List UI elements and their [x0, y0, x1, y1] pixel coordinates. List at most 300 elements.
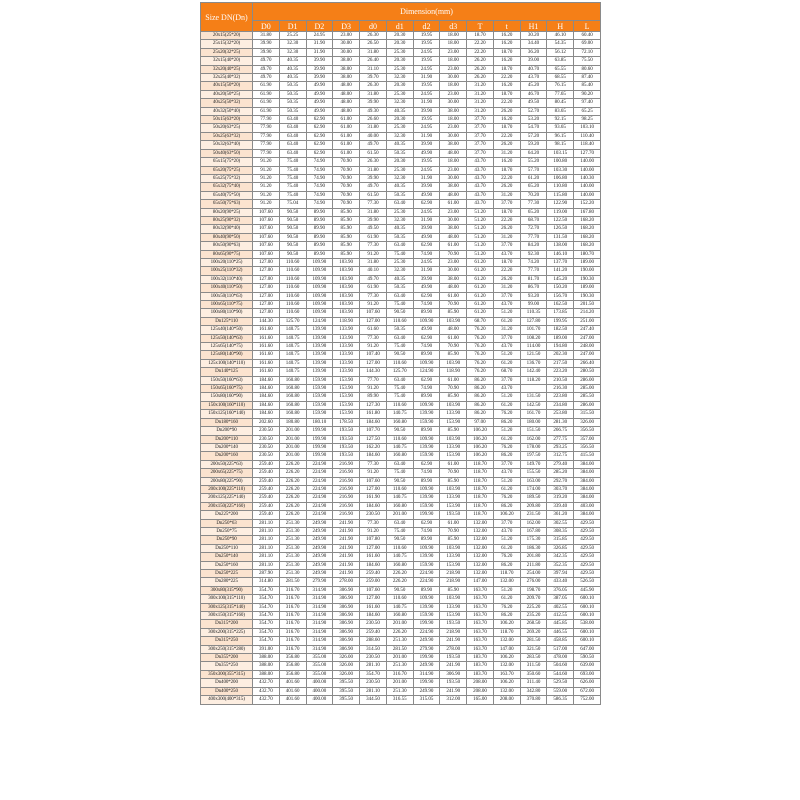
value-cell: 16.20: [493, 32, 520, 40]
value-cell: 247.00: [574, 351, 601, 359]
value-cell: 51.20: [493, 393, 520, 401]
value-cell: 590.50: [574, 654, 601, 662]
value-cell: 202.30: [547, 351, 574, 359]
value-cell: 278.00: [333, 578, 360, 586]
value-cell: 230.50: [253, 452, 280, 460]
value-cell: 100.80: [547, 158, 574, 166]
value-cell: 281.50: [279, 578, 306, 586]
value-cell: 103.90: [333, 275, 360, 283]
value-cell: 180.70: [574, 250, 601, 258]
value-cell: 433.40: [547, 578, 574, 586]
value-cell: 50.35: [279, 99, 306, 107]
value-cell: 559.00: [547, 687, 574, 695]
value-cell: 99.00: [520, 301, 547, 309]
value-cell: 51.20: [493, 427, 520, 435]
value-cell: 31.20: [467, 90, 494, 98]
value-cell: 281.10: [253, 561, 280, 569]
value-cell: 16.20: [493, 82, 520, 90]
value-cell: 89.90: [413, 586, 440, 594]
value-cell: 106.20: [493, 679, 520, 687]
size-cell: 150x50(160*63): [201, 376, 253, 384]
value-cell: 26.20: [493, 183, 520, 191]
value-cell: 139.90: [413, 443, 440, 451]
value-cell: 160.80: [279, 376, 306, 384]
value-cell: 92.30: [520, 250, 547, 258]
value-cell: 146.10: [547, 250, 574, 258]
value-cell: 61.00: [333, 132, 360, 140]
value-cell: 160.80: [279, 393, 306, 401]
value-cell: 76.20: [467, 326, 494, 334]
value-cell: 159.90: [413, 452, 440, 460]
value-cell: 161.60: [253, 368, 280, 376]
value-cell: 31.20: [493, 233, 520, 241]
value-cell: 89.90: [413, 536, 440, 544]
size-cell: Dn250*63: [201, 519, 253, 527]
table-row: [201, 65, 601, 73]
value-cell: 40.35: [386, 183, 413, 191]
value-cell: 211.80: [520, 561, 547, 569]
value-cell: 107.60: [360, 586, 387, 594]
table-header-row-group: [201, 3, 601, 21]
value-cell: 141.20: [547, 267, 574, 275]
table-row: [201, 200, 601, 208]
table-row: [201, 435, 601, 443]
value-cell: 259.40: [360, 628, 387, 636]
value-cell: 49.70: [360, 275, 387, 283]
value-cell: 18.00: [440, 40, 467, 48]
value-cell: 51.20: [467, 208, 494, 216]
value-cell: 249.90: [306, 519, 333, 527]
value-cell: 110.60: [279, 258, 306, 266]
value-cell: 118.90: [440, 368, 467, 376]
value-cell: 259.40: [253, 511, 280, 519]
value-cell: 51.20: [493, 351, 520, 359]
value-cell: 31.10: [360, 65, 387, 73]
value-cell: 26.30: [360, 158, 387, 166]
table-row: [201, 267, 601, 275]
value-cell: 314.90: [306, 637, 333, 645]
table-row: [201, 544, 601, 552]
value-cell: 109.90: [306, 301, 333, 309]
value-cell: 90.50: [386, 427, 413, 435]
value-cell: 251.30: [279, 544, 306, 552]
value-cell: 138.00: [547, 242, 574, 250]
value-cell: 48.00: [333, 82, 360, 90]
value-cell: 180.00: [520, 418, 547, 426]
value-cell: 127.00: [253, 309, 280, 317]
value-cell: 144.30: [360, 368, 387, 376]
value-cell: 70.90: [333, 183, 360, 191]
value-cell: 26.20: [493, 141, 520, 149]
value-cell: 190.30: [574, 292, 601, 300]
size-cell: 125x100(140*110): [201, 359, 253, 367]
table-row: [201, 208, 601, 216]
value-cell: 352.35: [547, 561, 574, 569]
value-cell: 118.70: [467, 485, 494, 493]
size-cell: 150x100(160*110): [201, 401, 253, 409]
value-cell: 251.30: [279, 536, 306, 544]
value-cell: 306.90: [333, 586, 360, 594]
value-cell: 37.70: [467, 124, 494, 132]
table-row: [201, 174, 601, 182]
value-cell: 51.20: [467, 225, 494, 233]
table-row: [201, 485, 601, 493]
value-cell: 61.20: [467, 301, 494, 309]
value-cell: 40.35: [386, 225, 413, 233]
value-cell: 110.60: [386, 435, 413, 443]
value-cell: 201.00: [279, 427, 306, 435]
value-cell: 127.00: [253, 275, 280, 283]
table-row: [201, 343, 601, 351]
value-cell: 133.90: [333, 334, 360, 342]
value-cell: 70.90: [333, 200, 360, 208]
value-cell: 356.80: [279, 670, 306, 678]
value-cell: 56.12: [547, 48, 574, 56]
value-cell: 31.20: [493, 149, 520, 157]
value-cell: 137.70: [547, 258, 574, 266]
size-cell: 80x20(90*25): [201, 208, 253, 216]
table-row: [201, 536, 601, 544]
value-cell: 109.90: [306, 275, 333, 283]
column-header-d2: D2: [306, 21, 333, 32]
value-cell: 62.90: [306, 132, 333, 140]
value-cell: 201.00: [279, 452, 306, 460]
value-cell: 445.90: [574, 586, 601, 594]
value-cell: 201.50: [574, 301, 601, 309]
value-cell: 342.80: [520, 687, 547, 695]
value-cell: 89.90: [306, 250, 333, 258]
value-cell: 225.20: [520, 603, 547, 611]
value-cell: 458.85: [547, 637, 574, 645]
value-cell: 84.20: [520, 242, 547, 250]
value-cell: 314.90: [306, 586, 333, 594]
value-cell: 226.20: [279, 477, 306, 485]
value-cell: 22.20: [493, 216, 520, 224]
value-cell: 90.50: [386, 309, 413, 317]
value-cell: 201.00: [279, 443, 306, 451]
value-cell: 355.00: [306, 662, 333, 670]
value-cell: 306.90: [333, 645, 360, 653]
value-cell: 161.60: [253, 343, 280, 351]
value-cell: 89.90: [413, 351, 440, 359]
value-cell: 110.60: [386, 317, 413, 325]
value-cell: 429.50: [574, 544, 601, 552]
value-cell: 110.60: [386, 485, 413, 493]
table-row: [201, 494, 601, 502]
value-cell: 127.00: [360, 595, 387, 603]
value-cell: 144.30: [253, 317, 280, 325]
value-cell: 38.00: [440, 183, 467, 191]
value-cell: 25.30: [386, 208, 413, 216]
value-cell: 131.50: [547, 233, 574, 241]
value-cell: 106.20: [467, 435, 494, 443]
value-cell: 77.90: [253, 149, 280, 157]
value-cell: 384.00: [574, 460, 601, 468]
value-cell: 230.50: [360, 620, 387, 628]
value-cell: 140.75: [386, 410, 413, 418]
value-cell: 283.50: [520, 654, 547, 662]
value-cell: 37.70: [493, 519, 520, 527]
value-cell: 37.70: [467, 116, 494, 124]
value-cell: 39.70: [360, 74, 387, 82]
size-cell: 125x50(140*63): [201, 334, 253, 342]
value-cell: 90.50: [386, 536, 413, 544]
value-cell: 529.50: [547, 679, 574, 687]
value-cell: 70.90: [333, 166, 360, 174]
value-cell: 281.10: [360, 662, 387, 670]
value-cell: 281.10: [253, 519, 280, 527]
value-cell: 251.30: [386, 662, 413, 670]
value-cell: 189.00: [574, 284, 601, 292]
value-cell: 70.90: [333, 174, 360, 182]
value-cell: 165.00: [467, 696, 494, 704]
value-cell: 189.00: [574, 258, 601, 266]
value-cell: 85.90: [333, 250, 360, 258]
value-cell: 38.00: [440, 225, 467, 233]
value-cell: 89.90: [360, 393, 387, 401]
size-cell: 100x80(110*90): [201, 309, 253, 317]
table-row: [201, 149, 601, 157]
value-cell: 276.00: [520, 578, 547, 586]
value-cell: 216.90: [333, 469, 360, 477]
table-row: [201, 578, 601, 586]
value-cell: 162.00: [520, 519, 547, 527]
value-cell: 251.30: [386, 637, 413, 645]
value-cell: 356.50: [574, 427, 601, 435]
column-header-h1: H1: [520, 21, 547, 32]
value-cell: 199.90: [413, 511, 440, 519]
value-cell: 110.60: [279, 292, 306, 300]
value-cell: 74.20: [520, 258, 547, 266]
value-cell: 160.80: [279, 385, 306, 393]
value-cell: 133.90: [440, 553, 467, 561]
value-cell: 153.90: [333, 376, 360, 384]
value-cell: 316.70: [279, 637, 306, 645]
value-cell: 161.60: [253, 359, 280, 367]
size-cell: 40x25(50*32): [201, 99, 253, 107]
value-cell: 356.80: [279, 662, 306, 670]
value-cell: 76.20: [493, 494, 520, 502]
value-cell: 39.90: [253, 48, 280, 56]
value-cell: 159.90: [413, 502, 440, 510]
value-cell: 281.30: [547, 418, 574, 426]
value-cell: 153.90: [440, 418, 467, 426]
table-row: [201, 401, 601, 409]
value-cell: 647.00: [574, 645, 601, 653]
value-cell: 308.35: [547, 527, 574, 535]
value-cell: 142.40: [520, 368, 547, 376]
value-cell: 201.00: [386, 511, 413, 519]
value-cell: 31.80: [360, 258, 387, 266]
size-cell: 200x125(225*140): [201, 494, 253, 502]
size-cell: Dn400*250: [201, 687, 253, 695]
value-cell: 106.20: [493, 654, 520, 662]
table-row: [201, 670, 601, 678]
value-cell: 76.20: [467, 334, 494, 342]
value-cell: 199.90: [306, 452, 333, 460]
value-cell: 49.90: [413, 233, 440, 241]
value-cell: 49.50: [360, 225, 387, 233]
value-cell: 16.20: [493, 57, 520, 65]
value-cell: 61.20: [493, 317, 520, 325]
table-row: [201, 250, 601, 258]
value-cell: 517.00: [547, 645, 574, 653]
value-cell: 314.80: [253, 578, 280, 586]
value-cell: 70.20: [520, 191, 547, 199]
value-cell: 63.40: [279, 116, 306, 124]
value-cell: 90.20: [574, 90, 601, 98]
value-cell: 224.90: [306, 460, 333, 468]
value-cell: 37.70: [467, 149, 494, 157]
value-cell: 118.90: [333, 317, 360, 325]
value-cell: 384.00: [574, 469, 601, 477]
value-cell: 127.00: [253, 267, 280, 275]
value-cell: 30.00: [440, 174, 467, 182]
value-cell: 50.35: [386, 326, 413, 334]
size-cell: 300x150(315*160): [201, 612, 253, 620]
value-cell: 32.30: [386, 74, 413, 82]
table-row: [201, 326, 601, 334]
table-row: [201, 679, 601, 687]
value-cell: 132.00: [467, 544, 494, 552]
value-cell: 342.35: [547, 553, 574, 561]
value-cell: 24.95: [413, 166, 440, 174]
value-cell: 110.60: [279, 284, 306, 292]
value-cell: 281.10: [253, 527, 280, 535]
value-cell: 326.00: [333, 662, 360, 670]
column-header-d1: d1: [386, 21, 413, 32]
value-cell: 266.40: [574, 359, 601, 367]
value-cell: 216.90: [333, 502, 360, 510]
value-cell: 85.90: [440, 309, 467, 317]
value-cell: 62.90: [306, 124, 333, 132]
value-cell: 361.20: [547, 511, 574, 519]
value-cell: 61.20: [467, 267, 494, 275]
value-cell: 125.70: [279, 317, 306, 325]
value-cell: 241.90: [333, 536, 360, 544]
value-cell: 216.90: [333, 485, 360, 493]
value-cell: 288.60: [360, 637, 387, 645]
value-cell: 34.40: [520, 40, 547, 48]
value-cell: 72.70: [520, 225, 547, 233]
value-cell: 121.50: [520, 351, 547, 359]
value-cell: 224.90: [413, 578, 440, 586]
value-cell: 19.95: [413, 40, 440, 48]
value-cell: 110.60: [279, 301, 306, 309]
size-cell: 65x20(75*25): [201, 166, 253, 174]
value-cell: 61.20: [493, 595, 520, 603]
value-cell: 306.90: [333, 612, 360, 620]
value-cell: 161.60: [360, 553, 387, 561]
table-row: [201, 334, 601, 342]
value-cell: 53.20: [520, 116, 547, 124]
value-cell: 32.30: [386, 174, 413, 182]
value-cell: 107.60: [360, 309, 387, 317]
value-cell: 115.80: [547, 191, 574, 199]
value-cell: 249.90: [306, 553, 333, 561]
value-cell: 167.80: [520, 527, 547, 535]
value-cell: 139.90: [413, 603, 440, 611]
value-cell: 314.90: [413, 670, 440, 678]
value-cell: 354.70: [253, 628, 280, 636]
size-cell: Dn250*75: [201, 527, 253, 535]
value-cell: 70.90: [440, 527, 467, 535]
value-cell: 70.90: [440, 469, 467, 477]
value-cell: 109.90: [413, 435, 440, 443]
value-cell: 133.90: [440, 410, 467, 418]
value-cell: 90.50: [279, 250, 306, 258]
value-cell: 429.50: [574, 570, 601, 578]
value-cell: 251.30: [279, 519, 306, 527]
value-cell: 249.90: [306, 527, 333, 535]
value-cell: 40.35: [279, 65, 306, 73]
value-cell: 75.40: [279, 183, 306, 191]
value-cell: 127.00: [253, 301, 280, 309]
value-cell: 127.70: [574, 149, 601, 157]
value-cell: 217.50: [547, 359, 574, 367]
value-cell: 401.60: [279, 687, 306, 695]
value-cell: 145.20: [547, 275, 574, 283]
value-cell: 25.30: [386, 90, 413, 98]
value-cell: 16.20: [493, 40, 520, 48]
value-cell: 89.90: [306, 216, 333, 224]
value-cell: 400.00: [306, 696, 333, 704]
value-cell: 139.90: [306, 368, 333, 376]
value-cell: 74.90: [413, 527, 440, 535]
value-cell: 306.90: [440, 670, 467, 678]
value-cell: 50.35: [279, 90, 306, 98]
value-cell: 103.90: [333, 258, 360, 266]
value-cell: 194.80: [547, 343, 574, 351]
value-cell: 89.90: [413, 477, 440, 485]
value-cell: 201.00: [386, 620, 413, 628]
value-cell: 61.00: [333, 116, 360, 124]
value-cell: 429.50: [574, 536, 601, 544]
value-cell: 72.10: [574, 48, 601, 56]
size-cell: 100x65(110*75): [201, 301, 253, 309]
value-cell: 38.00: [440, 141, 467, 149]
value-cell: 259.40: [253, 494, 280, 502]
value-cell: 241.90: [333, 553, 360, 561]
value-cell: 23.00: [440, 90, 467, 98]
value-cell: 30.00: [440, 99, 467, 107]
size-cell: 125x80(140*90): [201, 351, 253, 359]
value-cell: 160.80: [386, 561, 413, 569]
value-cell: 306.90: [333, 628, 360, 636]
size-cell: 50x40(63*50): [201, 149, 253, 157]
table-row: [201, 603, 601, 611]
table-row: [201, 82, 601, 90]
value-cell: 110.60: [386, 544, 413, 552]
value-cell: 22.20: [493, 74, 520, 82]
value-cell: 311.40: [520, 679, 547, 687]
value-cell: 31.20: [467, 82, 494, 90]
value-cell: 49.50: [520, 99, 547, 107]
value-cell: 354.70: [253, 603, 280, 611]
value-cell: 226.20: [386, 628, 413, 636]
value-cell: 48.00: [333, 99, 360, 107]
value-cell: 61.90: [360, 233, 387, 241]
value-cell: 103.90: [440, 595, 467, 603]
table-row: [201, 275, 601, 283]
size-cell: Dn180*160: [201, 418, 253, 426]
value-cell: 132.00: [467, 536, 494, 544]
value-cell: 70.90: [440, 343, 467, 351]
value-cell: 147.00: [493, 645, 520, 653]
value-cell: 30.20: [520, 32, 547, 40]
value-cell: 89.90: [306, 233, 333, 241]
value-cell: 287.90: [253, 570, 280, 578]
